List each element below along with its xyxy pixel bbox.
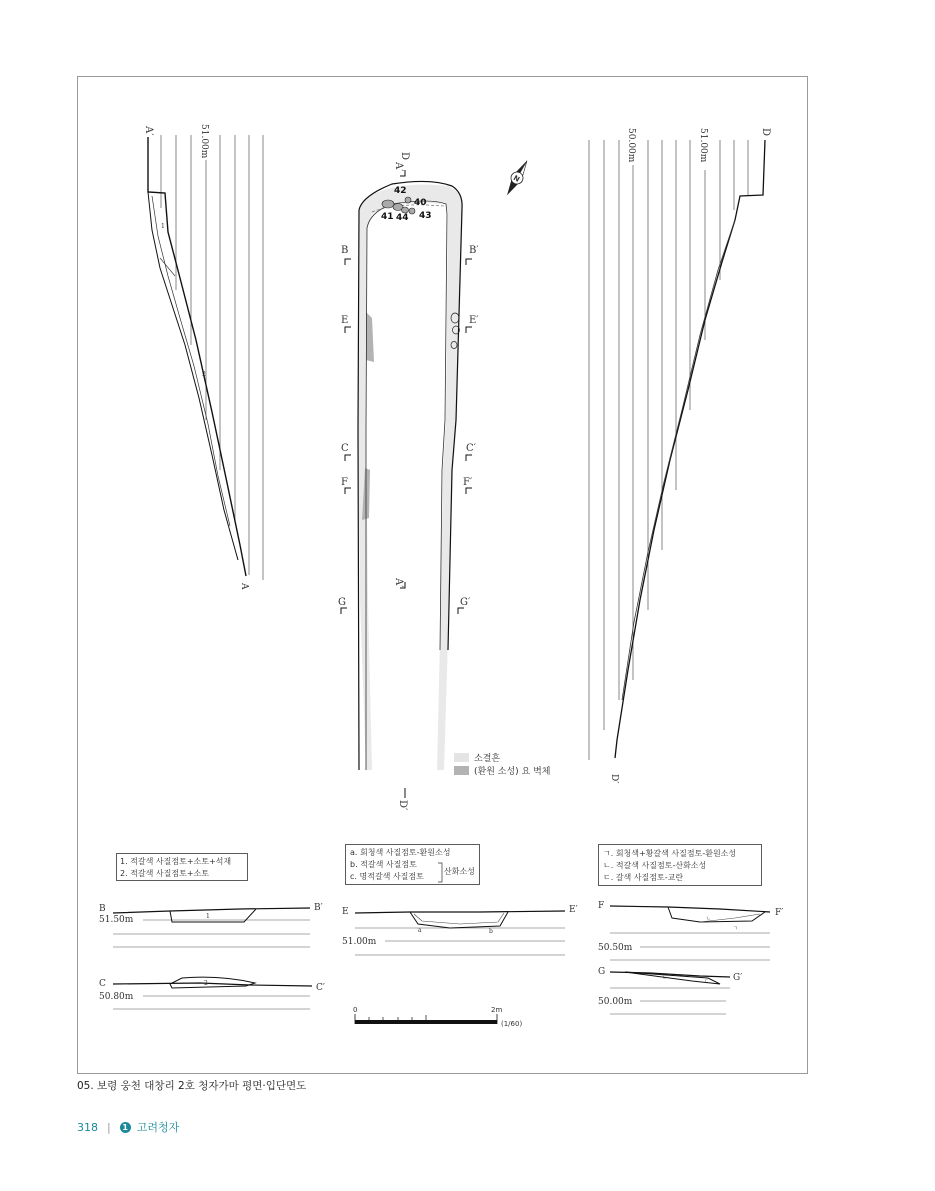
profile-right-bottom-label: D′ [609, 774, 619, 784]
right-longitudinal-profile [589, 128, 771, 783]
xs-FF-layer-2: ㄱ [733, 926, 738, 932]
xs-BB-right: B′ [314, 903, 323, 913]
legend-right-1: ㄱ. 회청색+황갈색 사질점토-환원소성 [603, 849, 737, 858]
scale-ratio: (1/60) [501, 1020, 523, 1028]
plan-label-C: C [341, 443, 349, 454]
artifact-42: 42 [394, 186, 407, 196]
plan-label-B-prime: B′ [469, 245, 479, 256]
scale-start: 0 [353, 1006, 358, 1014]
profile-left-bottom-label: A [239, 583, 249, 590]
xs-GG-left: G [598, 967, 606, 977]
xs-FF-layer-1: ㄴ [706, 916, 711, 922]
xs-GG-layer-2: ㄷ [704, 979, 709, 985]
profile-left-layer-1: 1 [161, 223, 165, 230]
legend-left-2: 2. 적갈색 사질점토+소토 [120, 869, 209, 878]
xs-CC-layer: 2 [204, 980, 208, 987]
xs-GG-right: G′ [733, 973, 743, 983]
artifact-44: 44 [396, 213, 409, 223]
north-arrow-icon [502, 158, 532, 199]
figure-caption: 05. 보령 웅천 대창리 2호 청자가마 평면·입단면도 [77, 1080, 307, 1092]
xs-BB-left: B [99, 904, 106, 914]
profile-right-top-label: D [760, 128, 771, 137]
plan-label-F-prime: F′ [463, 477, 473, 488]
page-number: 318 [77, 1120, 98, 1134]
kiln-plan-view [338, 152, 550, 811]
xs-EE-elevation: 51.00m [342, 937, 377, 947]
legend-swatch-fired [454, 753, 469, 762]
profile-left-elevation-label: 51.00m [199, 124, 209, 159]
plan-label-A-prime-top: A′ [393, 162, 404, 172]
plan-label-D-top: D [399, 152, 410, 161]
footer-separator: | [107, 1120, 111, 1134]
page-footer [77, 1119, 179, 1135]
legend-right-2: ㄴ. 적갈색 사질점토-산화소성 [603, 861, 707, 870]
plan-label-G: G [338, 597, 346, 608]
plan-label-G-prime: G′ [460, 597, 471, 608]
xs-FF-right: F′ [775, 908, 784, 918]
north-label: N [511, 173, 521, 184]
legend-middle-c: c. 명적갈색 사질점토 [350, 872, 424, 881]
legend-middle-bracket: 산화소성 [444, 867, 475, 876]
cross-section-GG [598, 967, 742, 1014]
profile-left-layer-2: 2 [202, 371, 206, 378]
xs-GG-elevation: 50.00m [598, 997, 633, 1007]
xs-EE-left: E [342, 907, 349, 917]
legend-swatch-wall [454, 766, 469, 775]
plan-label-E-prime: E′ [469, 315, 479, 326]
artifact-40: 40 [414, 198, 427, 208]
profile-right-elevation-51: 51.00m [698, 128, 708, 163]
scale-bar [353, 1006, 522, 1028]
xs-BB-elevation: 51.50m [99, 915, 134, 925]
legend-left-1: 1. 적갈색 사질점토+소토+석재 [120, 857, 232, 866]
legend-middle-b: b. 적갈색 사질점토 [350, 860, 417, 869]
cross-section-BB [99, 903, 323, 947]
chapter-number-badge: 1 [120, 1122, 131, 1133]
xs-CC-elevation: 50.80m [99, 992, 134, 1002]
xs-BB-layer: 1 [206, 913, 210, 920]
artifact-43: 43 [419, 211, 432, 221]
legend-box-middle [346, 845, 480, 885]
plan-label-F: F [341, 477, 348, 488]
xs-CC-left: C [99, 979, 106, 989]
plan-label-B: B [341, 245, 349, 256]
plan-label-D-prime-bottom: D′ [397, 800, 408, 811]
legend-box-left [117, 854, 248, 881]
legend-box-right [599, 845, 762, 886]
legend-label-wall: (환원 소성) 요 벽체 [474, 767, 551, 777]
xs-CC-right: C′ [316, 983, 325, 993]
legend-middle-a: a. 회청색 사질점토-환원소성 [350, 848, 451, 857]
profile-left-top-label: A′ [143, 126, 154, 136]
artifact-41: 41 [381, 212, 394, 222]
xs-EE-layer-b: b [489, 928, 493, 935]
cross-section-EE [342, 905, 578, 955]
xs-EE-layer-a: a [418, 927, 422, 934]
xs-GG-layer-1: ㄴ [662, 975, 667, 981]
xs-FF-left: F [598, 901, 605, 911]
legend-right-3: ㄷ. 갈색 사질점토-교란 [603, 873, 684, 882]
xs-FF-elevation: 50.50m [598, 943, 633, 953]
plan-label-E: E [341, 315, 349, 326]
cross-section-FF [598, 901, 783, 960]
xs-EE-right: E′ [569, 905, 578, 915]
profile-right-elevation-50: 50.00m [626, 128, 636, 163]
scale-end: 2m [491, 1006, 503, 1014]
legend-label-fired: 소결흔 [474, 754, 501, 764]
plan-label-A-prime-bottom: A′ [393, 578, 404, 588]
chapter-title: 고려청자 [136, 1121, 180, 1134]
cross-section-CC [99, 977, 325, 1009]
plan-label-C-prime: C′ [466, 443, 476, 454]
left-longitudinal-profile [143, 124, 263, 590]
